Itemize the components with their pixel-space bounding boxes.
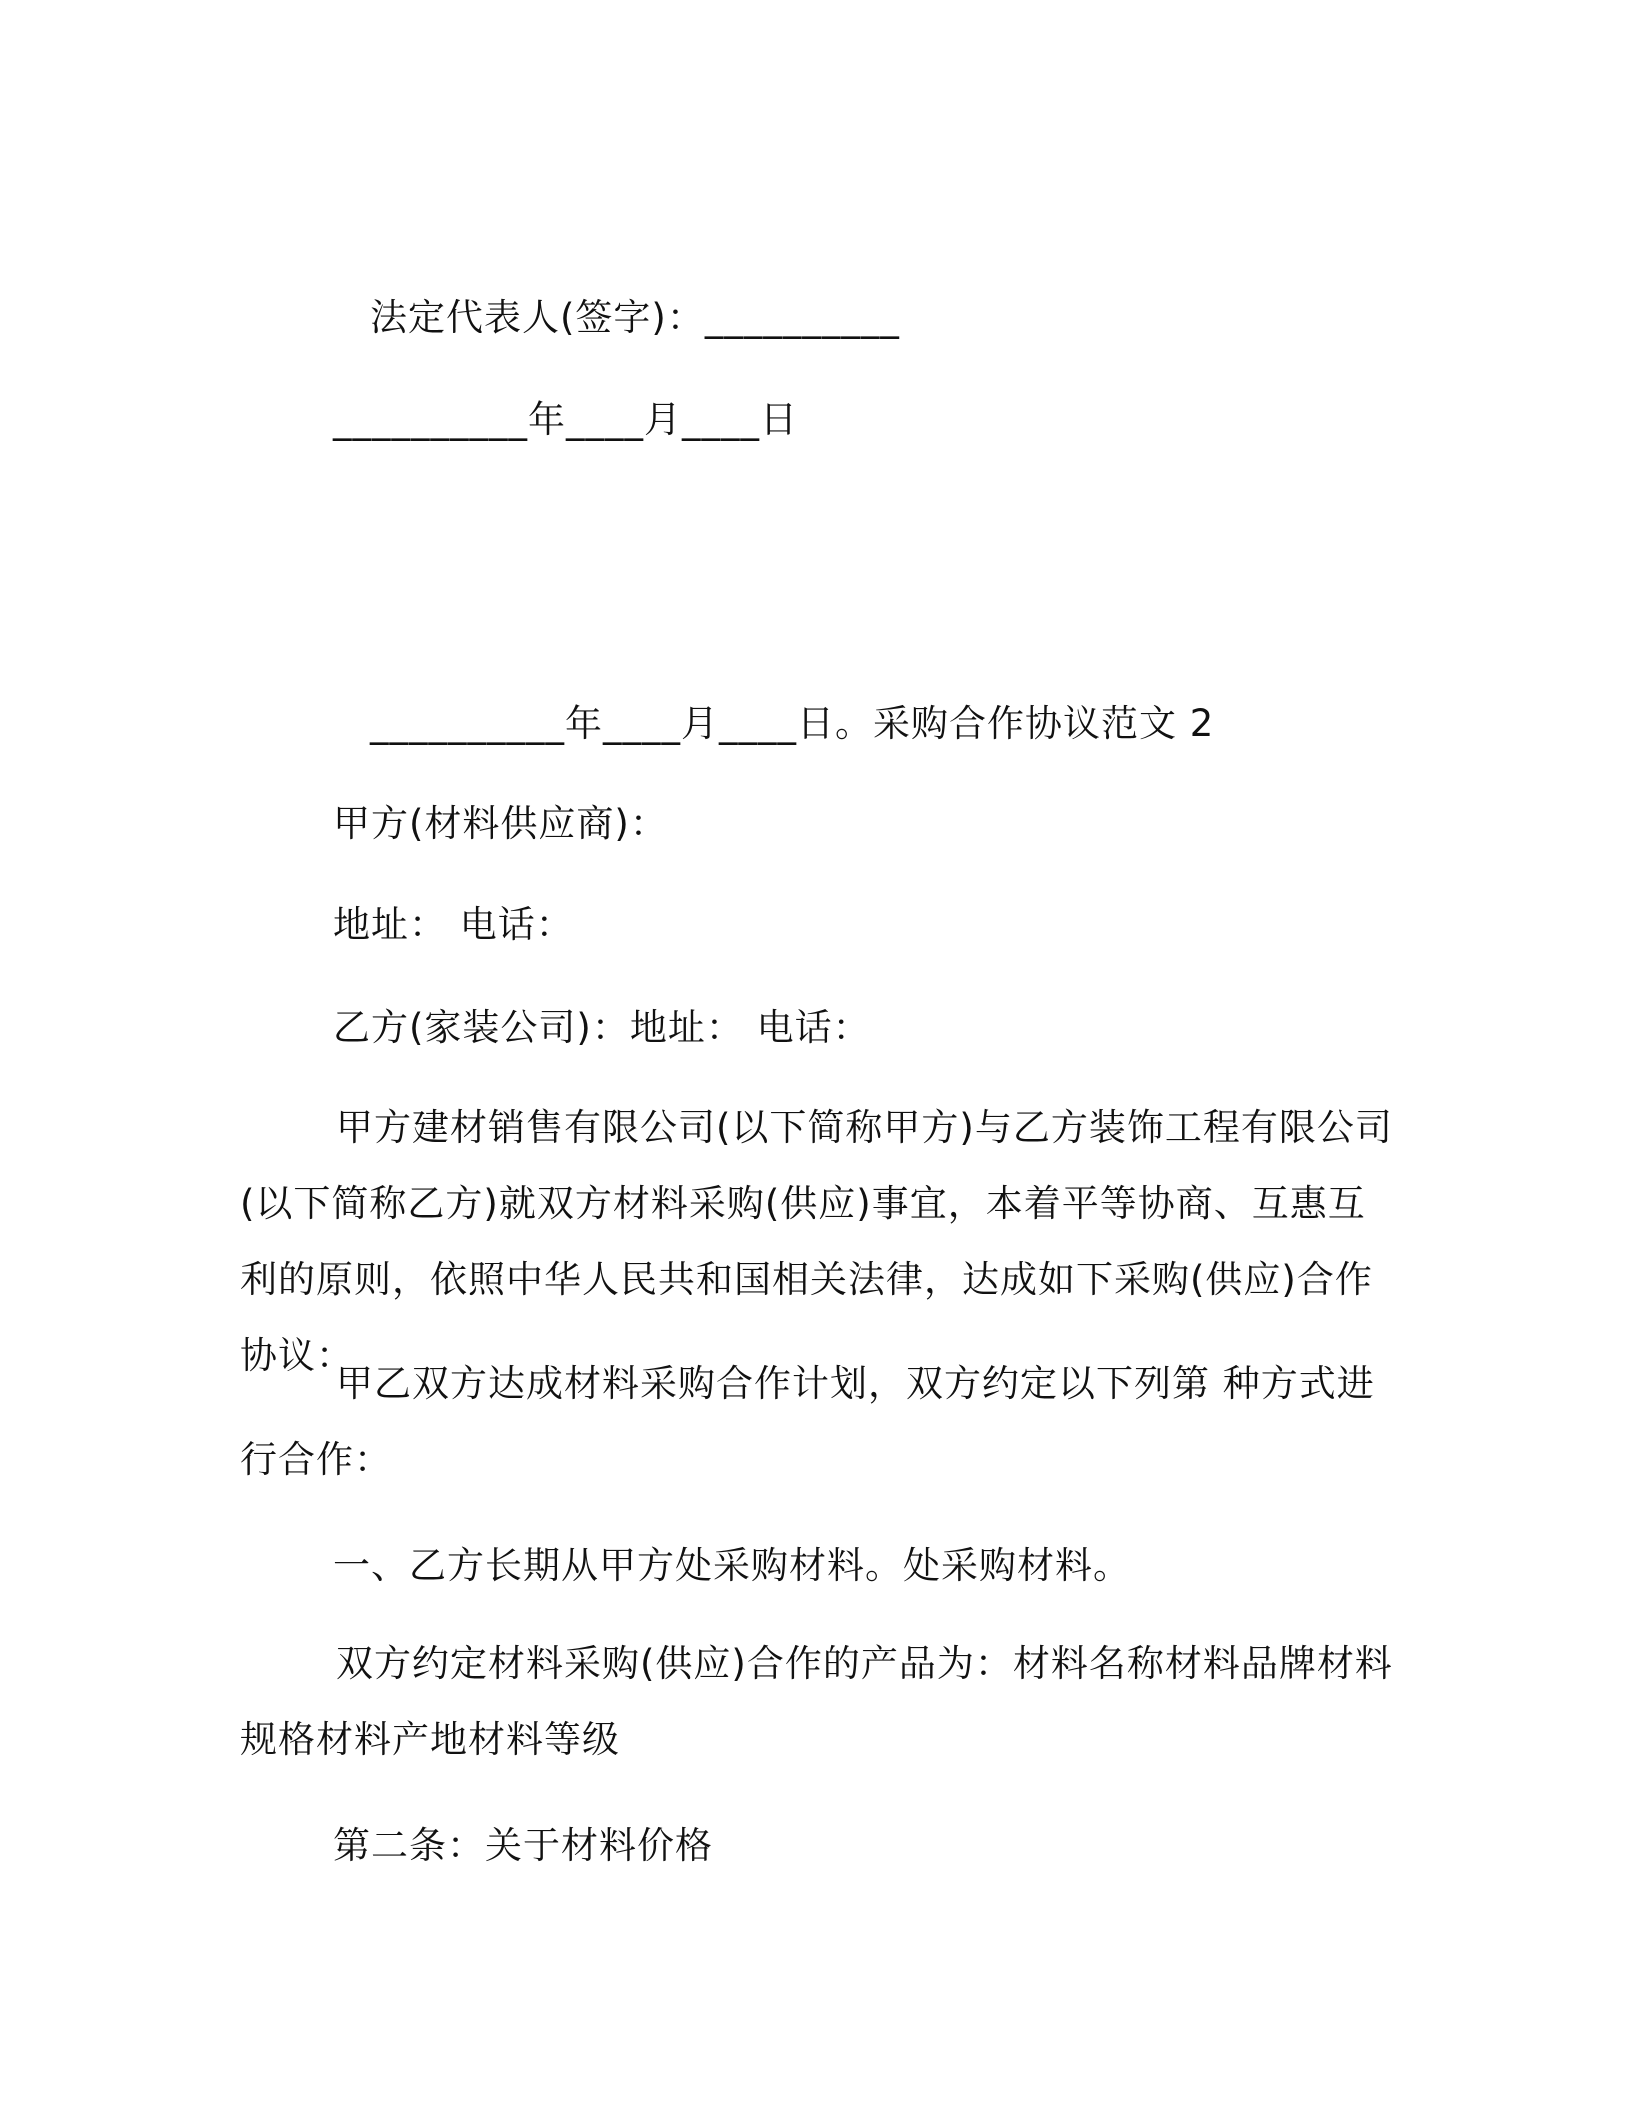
date-and-title-line: __________年____月____日。采购合作协议范文 2 [370, 702, 1215, 745]
cooperation-plan-paragraph: 甲乙双方达成材料采购合作计划，双方约定以下列第 种方式进行合作： [240, 1362, 1375, 1481]
party-a-address-phone: 地址： 电话： [333, 903, 574, 946]
products-paragraph: 双方约定材料采购(供应)合作的产品为：材料名称材料品牌材料规格材料产地材料等级 [240, 1642, 1393, 1761]
legal-representative-signature-line: 法定代表人(签字)：__________ [370, 296, 900, 339]
article-two-heading: 第二条：关于材料价格 [333, 1824, 713, 1867]
party-a-label: 甲方(材料供应商)： [333, 802, 668, 845]
party-b-line: 乙方(家装公司)：地址： 电话： [333, 1006, 871, 1049]
agreement-preamble-paragraph: 甲方建材销售有限公司(以下简称甲方)与乙方装饰工程有限公司(以下简称乙方)就双方材料采购(供应)事宜，本着平等协商、互惠互利的原则，依照中华人民共和国相关法律，达成如下采购(供应)合作协议： [240, 1106, 1393, 1377]
date-line: __________年____月____日 [333, 398, 798, 441]
clause-one-line: 一、乙方长期从甲方处采购材料。处采购材料。 [333, 1544, 1131, 1587]
